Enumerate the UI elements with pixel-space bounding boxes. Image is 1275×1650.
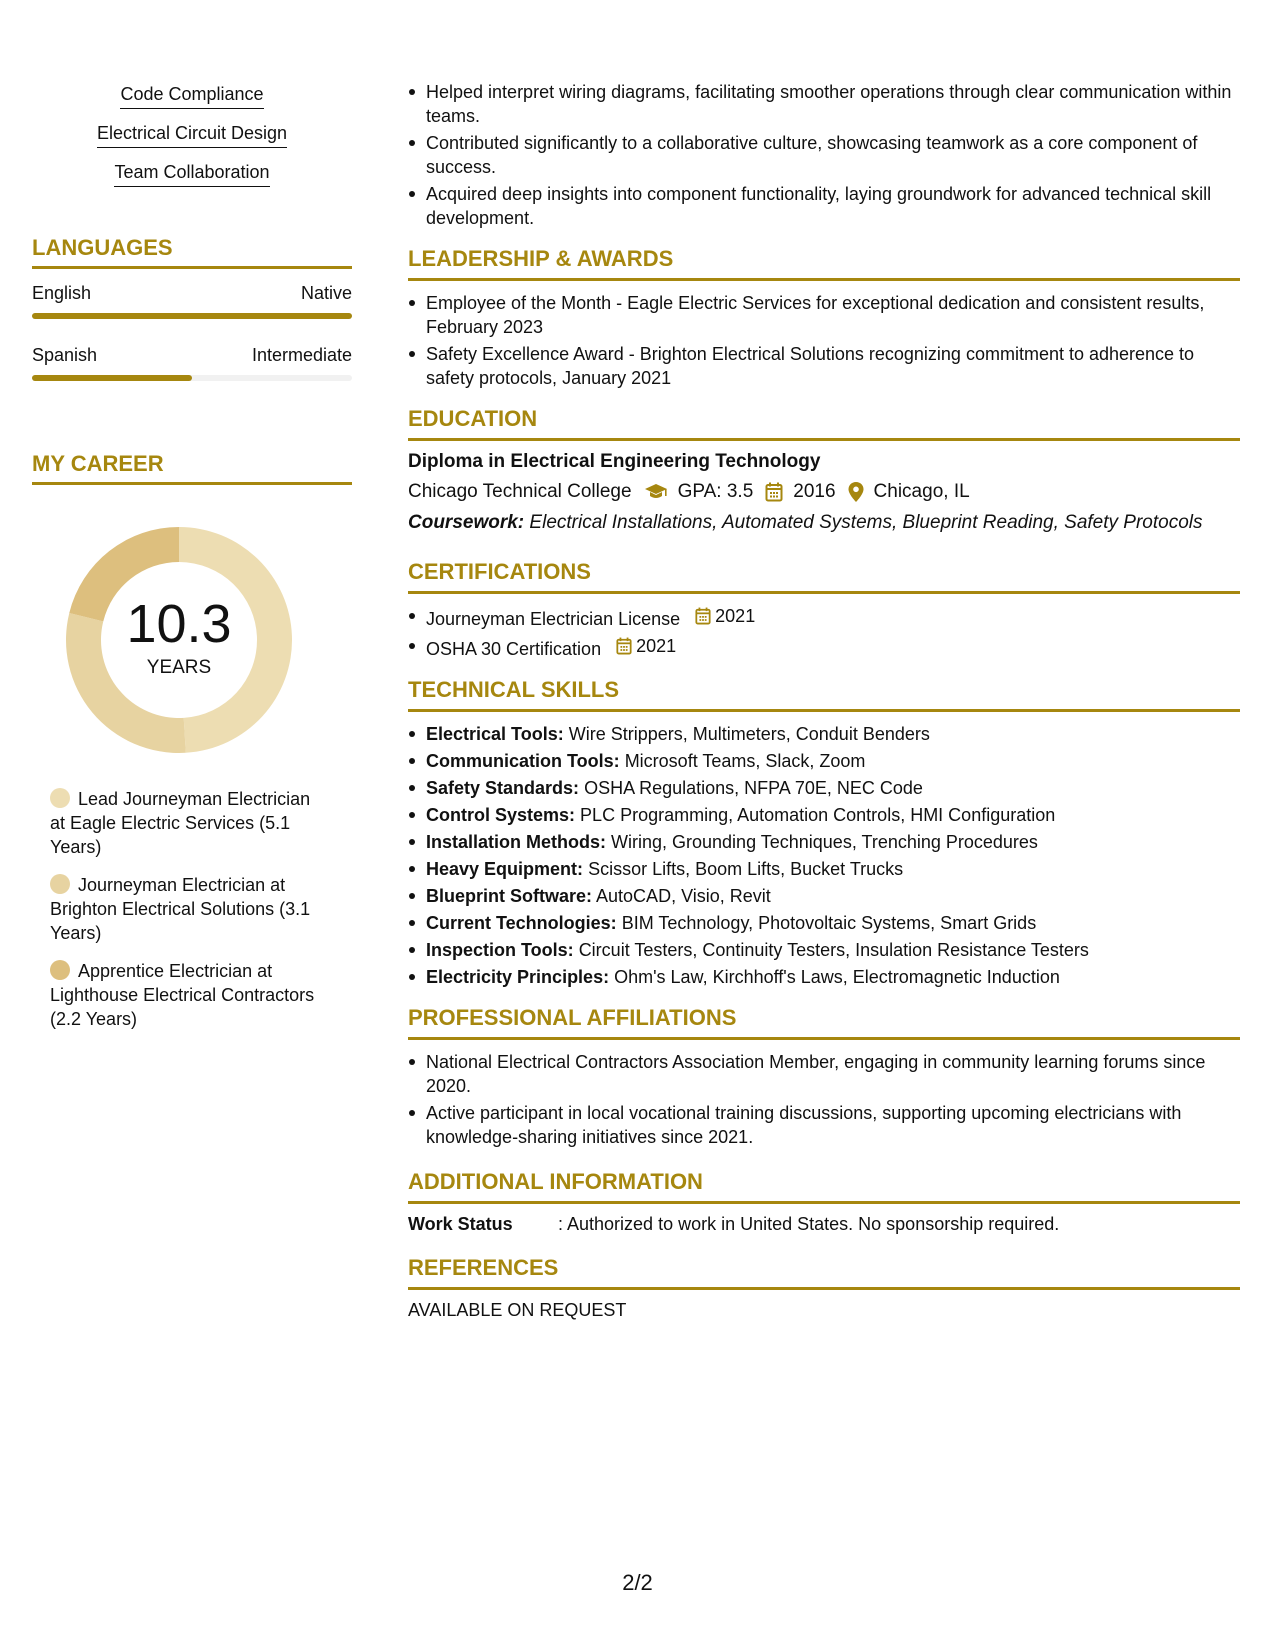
coursework — [408, 511, 1240, 535]
graduation-cap-icon — [644, 483, 668, 501]
skill-label: Electrical Tools: — [426, 724, 564, 744]
career-total: 10.3 — [126, 594, 232, 654]
technical-skill-item — [426, 884, 1240, 908]
affiliation-item: National Electrical Contractors Association Member, engaging in community learning forums since 2020. — [426, 1050, 1240, 1098]
affiliations-heading: PROFESSIONAL AFFILIATIONS — [408, 1005, 1240, 1040]
language-level: Intermediate — [251, 345, 352, 365]
languages-heading: LANGUAGES — [32, 235, 352, 269]
language-name: Spanish — [32, 345, 98, 365]
affiliation-item: Active participant in local vocational training discussions, supporting upcoming electricians with knowledge-sharing initiatives since 2021. — [426, 1101, 1240, 1149]
references-text: AVAILABLE ON REQUEST — [408, 1300, 627, 1320]
location-pin-icon — [848, 482, 864, 502]
calendar-icon — [695, 607, 711, 625]
leadership-section — [408, 246, 1240, 390]
certification-name: OSHA 30 Certification — [426, 639, 602, 659]
experience-bullet: Helped interpret wiring diagrams, facilitating smoother operations through clear communication within teams. — [426, 80, 1240, 128]
skill-label: Control Systems: — [426, 805, 576, 825]
experience-bullet: Contributed significantly to a collaborative culture, showcasing teamwork as a core component of success. — [426, 131, 1240, 179]
left-column — [32, 84, 352, 1045]
career-heading: MY CAREER — [32, 451, 352, 485]
career-legend — [32, 787, 352, 1031]
career-donut — [66, 527, 292, 753]
language-bar-fill — [32, 313, 352, 319]
skill-value: Wire Strippers, Multimeters, Conduit Benders — [568, 724, 930, 744]
work-status-value: : Authorized to work in United States. No sponsorship required. — [558, 1214, 1060, 1234]
skill-value: PLC Programming, Automation Controls, HMI Configuration — [580, 805, 1056, 825]
skill-value: OSHA Regulations, NFPA 70E, NEC Code — [584, 778, 923, 798]
language-bar — [32, 375, 352, 381]
legend-dot — [50, 874, 70, 894]
technical-skills-heading: TECHNICAL SKILLS — [408, 677, 1240, 712]
skills-list — [32, 84, 352, 201]
technical-skill-item — [426, 803, 1240, 827]
technical-skill-item — [426, 938, 1240, 962]
skill-label: Inspection Tools: — [426, 940, 574, 960]
leadership-heading: LEADERSHIP & AWARDS — [408, 246, 1240, 281]
skill-label: Blueprint Software: — [426, 886, 593, 906]
calendar-icon — [765, 482, 783, 502]
degree-title: Diploma in Electrical Engineering Technology — [408, 451, 821, 472]
skill-value: AutoCAD, Visio, Revit — [596, 886, 771, 906]
skill-item: Code Compliance — [120, 84, 263, 109]
calendar-icon — [616, 637, 632, 655]
language-level: Native — [300, 283, 352, 303]
language-name: English — [32, 283, 92, 303]
certification-year: 2021 — [636, 636, 677, 656]
skill-label: Installation Methods: — [426, 832, 606, 852]
experience-bullet: Acquired deep insights into component functionality, laying groundwork for advanced technical skill development. — [426, 182, 1240, 230]
coursework-text: Electrical Installations, Automated Systems, Blueprint Reading, Safety Protocols — [529, 512, 1203, 533]
skill-item: Electrical Circuit Design — [97, 123, 287, 148]
skill-label: Electricity Principles: — [426, 967, 610, 987]
language-item — [32, 283, 352, 319]
certification-item — [426, 604, 1240, 631]
award-item: Employee of the Month - Eagle Electric Services for exceptional dedication and consistent results, February 2023 — [426, 291, 1240, 339]
technical-skill-item — [426, 965, 1240, 989]
additional-info-heading: ADDITIONAL INFORMATION — [408, 1169, 1240, 1204]
skill-value: Microsoft Teams, Slack, Zoom — [624, 751, 866, 771]
certifications-heading: CERTIFICATIONS — [408, 559, 1240, 594]
coursework-label: Coursework: — [408, 512, 525, 533]
graduation-year: 2016 — [793, 481, 836, 502]
right-column — [408, 80, 1240, 1321]
skill-item: Team Collaboration — [114, 162, 269, 187]
language-item — [32, 345, 352, 381]
school-location: Chicago, IL — [873, 481, 970, 502]
technical-skill-item — [426, 749, 1240, 773]
skill-label: Heavy Equipment: — [426, 859, 584, 879]
skill-value: Circuit Testers, Continuity Testers, Insulation Resistance Testers — [578, 940, 1089, 960]
legend-dot — [50, 960, 70, 980]
career-legend-item — [50, 873, 320, 945]
career-role-label: Journeyman Electrician at Brighton Electrical Solutions (3.1 Years) — [50, 875, 311, 943]
technical-skill-item — [426, 911, 1240, 935]
certification-year: 2021 — [715, 606, 756, 626]
education-heading: EDUCATION — [408, 406, 1240, 441]
career-role-label: Apprentice Electrician at Lighthouse Electrical Contractors (2.2 Years) — [50, 961, 315, 1029]
education-section — [408, 406, 1240, 535]
skill-value: BIM Technology, Photovoltaic Systems, Smart Grids — [621, 913, 1037, 933]
skill-label: Safety Standards: — [426, 778, 580, 798]
certifications-section — [408, 559, 1240, 661]
technical-skill-item — [426, 776, 1240, 800]
affiliations-section — [408, 1005, 1240, 1149]
work-status-label: Work Status — [408, 1214, 513, 1234]
career-legend-item — [50, 959, 320, 1031]
skill-value: Scissor Lifts, Boom Lifts, Bucket Trucks — [588, 859, 904, 879]
additional-info-section — [408, 1169, 1240, 1235]
work-status — [408, 1214, 1240, 1235]
certification-item — [426, 634, 1240, 661]
gpa: GPA: 3.5 — [677, 481, 754, 502]
school-name: Chicago Technical College — [408, 481, 632, 502]
page-number: 2/2 — [622, 1570, 653, 1595]
technical-skill-item — [426, 722, 1240, 746]
skill-label: Current Technologies: — [426, 913, 617, 933]
experience-bullets — [408, 80, 1240, 230]
education-details — [408, 481, 1240, 503]
career-role-label: Lead Journeyman Electrician at Eagle Electric Services (5.1 Years) — [50, 789, 311, 857]
references-heading: REFERENCES — [408, 1255, 1240, 1290]
technical-skill-item — [426, 857, 1240, 881]
references-section — [408, 1255, 1240, 1321]
language-bar-fill — [32, 375, 192, 381]
technical-skill-item — [426, 830, 1240, 854]
career-section — [32, 451, 352, 1031]
career-legend-item — [50, 787, 320, 859]
language-bar — [32, 313, 352, 319]
legend-dot — [50, 788, 70, 808]
skill-label: Communication Tools: — [426, 751, 620, 771]
languages-section — [32, 235, 352, 381]
certification-name: Journeyman Electrician License — [426, 609, 681, 629]
career-unit: YEARS — [146, 657, 212, 678]
skill-value: Wiring, Grounding Techniques, Trenching Procedures — [611, 832, 1038, 852]
technical-skills-section — [408, 677, 1240, 989]
skill-value: Ohm's Law, Kirchhoff's Laws, Electromagnetic Induction — [614, 967, 1060, 987]
award-item: Safety Excellence Award - Brighton Electrical Solutions recognizing commitment to adherence to safety protocols, January 2021 — [426, 342, 1240, 390]
